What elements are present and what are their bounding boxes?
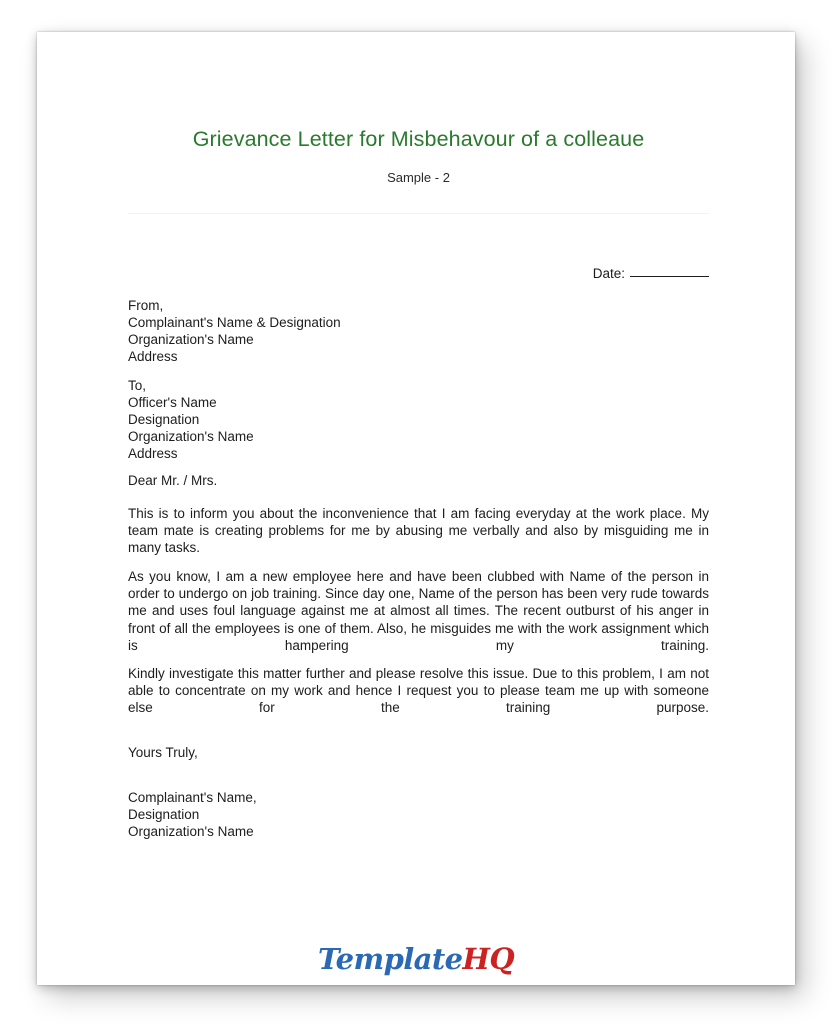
from-heading: From, [128,298,164,313]
salutation [128,472,709,489]
logo-primary-text: Template [318,942,463,976]
logo-accent-text: HQ [462,942,514,976]
document-title: Grievance Letter for Misbehavour of a colleaue [192,127,645,151]
closing-salutation [128,744,709,761]
from-line: Organization's Name [128,332,254,347]
to-line: Officer's Name [128,395,217,410]
to-line: Designation [128,412,200,427]
signature-line: Organization's Name [128,824,254,839]
signature-line: Complainant's Name, [128,790,257,805]
date-blank-field [630,276,709,277]
body-paragraph: This is to inform you about the inconvenience that I am facing everyday at the work place. My team mate is creating problems for me by abusing me verbally and also by misguiding me in many tasks. [128,506,709,556]
from-line: Complainant's Name & Designation [128,315,341,330]
document-subtitle: Sample - 2 [387,170,450,185]
header-divider [128,213,709,214]
from-address-block [128,297,709,365]
to-line: Address [128,446,178,461]
date-label: Date: [592,266,625,281]
to-heading: To, [128,378,147,393]
closing-text: Yours Truly, [128,745,198,760]
signature-block [128,789,709,840]
body-paragraph: Kindly investigate this matter further and please resolve this issue. Due to this problem, I am not able to concentrate on my work and hence I request you to please team me up with someone else for the training purpose. [128,666,709,716]
templatehq-logo [37,942,795,976]
signature-line: Designation [128,807,200,822]
body-paragraph: As you know, I am a new employee here and have been clubbed with Name of the person in order to undergo on job training. Since day one, Name of the person has been very rude towards me and uses foul language against me at almost all times. The recent outburst of his anger in front of all the employees is one of them. Also, he misguides me with the work assignment which is hampering my training. [128,569,709,653]
to-line: Organization's Name [128,429,254,444]
to-address-block [128,377,709,462]
date-line [128,264,709,283]
from-line: Address [128,349,178,364]
document-page [37,32,795,985]
salutation-text: Dear Mr. / Mrs. [128,473,218,488]
